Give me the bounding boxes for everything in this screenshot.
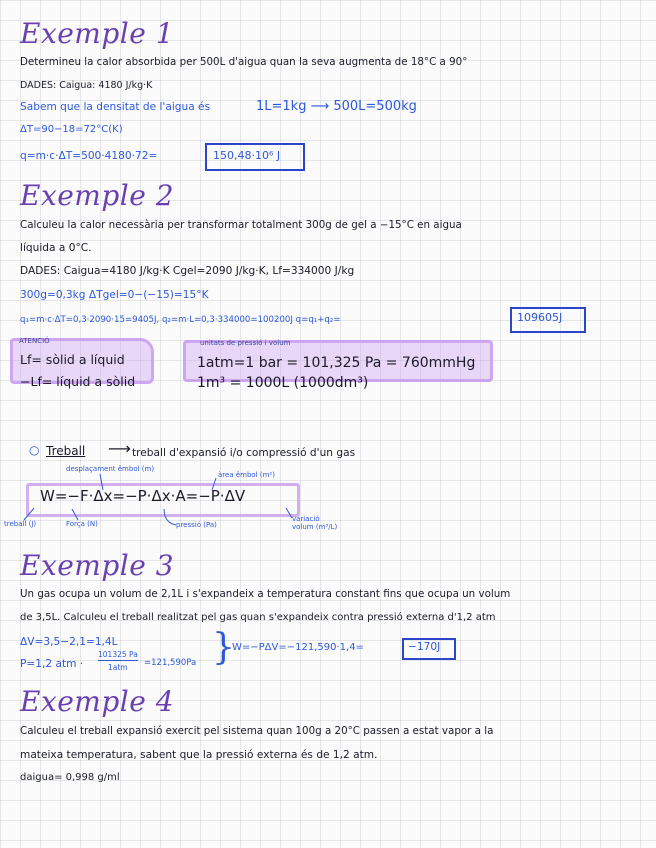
annotation-volume-line-1: variació [292, 515, 320, 523]
annotation-displacement: desplaçament êmbol (m) [66, 465, 155, 473]
example-3-statement-line-2: de 3,5L. Calculeu el treball realitzat pel gas quan s'expandeix contra pressió externa d'1,2 atm [20, 612, 496, 623]
example-4-title: Exemple 4 [20, 685, 175, 718]
example-3-delta-v: ΔV=3,5−2,1=1,4L [20, 636, 118, 648]
volume-units: 1m³ = 1000L (1000dm³) [197, 375, 369, 391]
example-2-result: 109605J [517, 311, 563, 324]
example-3-pressure-label: P=1,2 atm · [20, 658, 84, 670]
work-bullet: ○ [29, 443, 40, 457]
annotation-volume-line-2: volum (m³/L) [292, 523, 338, 531]
example-1-title: Exemple 1 [20, 17, 175, 50]
example-3-title: Exemple 3 [20, 549, 175, 582]
example-1-result: 150,48·10⁶ J [213, 149, 281, 162]
pressure-units: 1atm=1 bar = 101,325 Pa = 760mmHg [197, 355, 476, 371]
annotation-work: treball (J) [4, 520, 37, 528]
work-heading: Treball [46, 444, 86, 458]
latent-heat-solid-to-liquid: Lf= sòlid a líquid [20, 352, 125, 367]
example-1-data: DADES: Caigua: 4180 J/kg·K [20, 80, 153, 91]
example-2-statement-line-1: Calculeu la calor necessària per transformar totalment 300g de gel a −15°C en aigua [20, 219, 462, 231]
example-1-density-note: Sabem que la densitat de l'aigua és [20, 101, 211, 113]
example-2-heat-calculation: q₁=m·c·ΔT=0,3·2090·15=9405J, q₂=m·L=0,3·334000=100200J q=q₁+q₂= [20, 315, 341, 325]
latent-heat-liquid-to-solid: −Lf= líquid a sòlid [20, 374, 136, 389]
units-label: unitats de pressió i volum [200, 339, 291, 347]
example-3-work-formula: W=−PΔV=−121,590·1,4= [232, 642, 364, 653]
example-3-statement-line-1: Un gas ocupa un volum de 2,1L i s'expandeix a temperatura constant fins que ocupa un volum [20, 588, 511, 600]
example-4-statement-line-1: Calculeu el treball expansió exercit pel sistema quan 100g a 20°C passen a estat vapor a la [20, 725, 494, 737]
annotation-force: Força (N) [66, 520, 98, 528]
example-1-heat-formula: q=m·c·ΔT=500·4180·72= [20, 150, 158, 162]
example-2-data: DADES: Caigua=4180 J/kg·K Cgel=2090 J/kg·K, Lf=334000 J/kg [20, 265, 355, 277]
work-arrow: ⟶ [108, 439, 131, 458]
annotation-pressure: pressió (Pa) [176, 521, 217, 529]
work-formula: W=−F·Δx=−P·Δx·A=−P·ΔV [40, 487, 246, 505]
example-3-fraction-denominator: 1atm [108, 663, 128, 672]
example-2-title: Exemple 2 [20, 179, 175, 212]
example-1-conversion: 1L=1kg ⟶ 500L=500kg [256, 99, 417, 114]
example-3-pressure-result: =121,590Pa [144, 658, 197, 668]
attention-label: ATENCIÓ [19, 337, 50, 345]
example-3-brace: } [212, 627, 235, 668]
work-description: treball d'expansió i/o compressió d'un gas [132, 447, 356, 459]
example-4-density: daigua= 0,998 g/ml [20, 772, 120, 783]
annotation-area: àrea êmbol (m²) [218, 471, 275, 479]
example-4-statement-line-2: mateixa temperatura, sabent que la pressió externa és de 1,2 atm. [20, 749, 378, 761]
example-2-statement-line-2: líquida a 0°C. [20, 242, 92, 254]
example-3-result: −170J [408, 641, 441, 653]
example-1-statement: Determineu la calor absorbida per 500L d'aigua quan la seva augmenta de 18°C a 90° [20, 56, 468, 68]
example-2-conversion: 300g=0,3kg ΔTgel=0−(−15)=15°K [20, 289, 209, 301]
example-3-fraction-numerator: 101325 Pa [98, 650, 138, 659]
example-1-delta-t: ΔT=90−18=72°C(K) [20, 124, 123, 135]
